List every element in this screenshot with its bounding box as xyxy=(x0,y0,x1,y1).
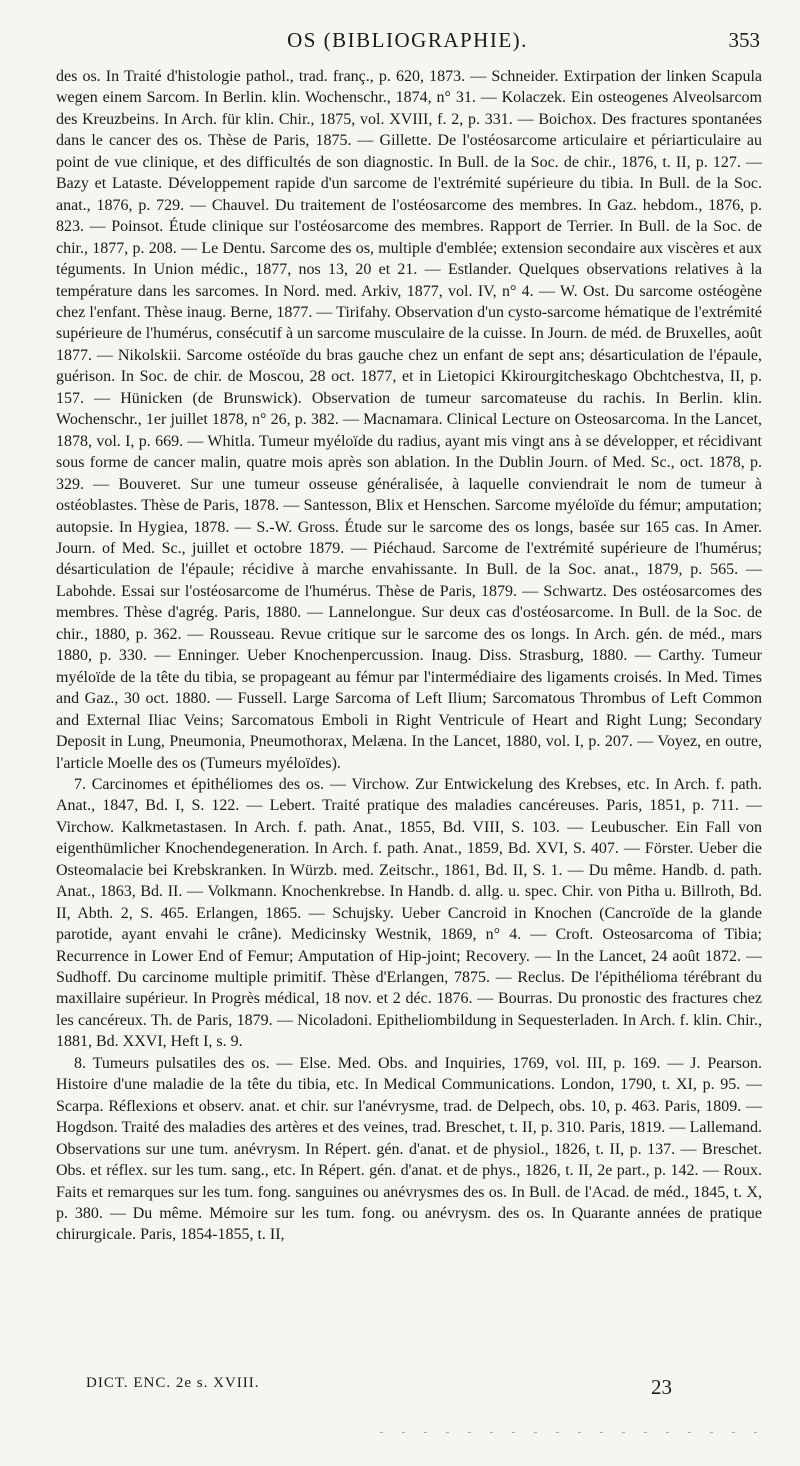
running-title: OS (BIBLIOGRAPHIE). xyxy=(287,28,528,52)
page-number: 353 xyxy=(728,28,760,52)
page-footer xyxy=(86,1375,720,1403)
bottom-faint-rule xyxy=(380,1432,760,1433)
continuation-paragraph: des os. In Traité d'histologie pathol., trad. franç., p. 620, 1873. — Schneider. Extirpation der linken Scapula wegen einem Sarcom. In Berlin. klin. Wochenschr., 1874, n° 31. — Kolaczek. Ein osteogenes Alveolsarcom des Kreuzbeins. In Arch. für klin. Chir., 1875, vol. XVIII, f. 2, p. 331. — Boichox. Des fractures spontanées dans le cancer des os. Thèse de Paris, 1875. — Gillette. De l'ostéosarcome articulaire et périarticulaire au point de vue clinique, et des difficultés de son diagnostic. In Bull. de la Soc. de chir., 1876, t. II, p. 127. — Bazy et Lataste. Développement rapide d'un sarcome de l'extrémité supérieure du tibia. In Bull. de la Soc. anat., 1876, p. 729. — Chauvel. Du traitement de l'ostéosarcome des membres. In Gaz. hebdom., 1876, p. 823. — Poinsot. Étude clinique sur l'ostéosarcome des membres. Rapport de Terrier. In Bull. de la Soc. de chir., 1877, p. 208. — Le Dentu. Sarcome des os, multiple d'emblée; extension secondaire aux viscères et aux téguments. In Union médic., 1877, nos 13, 20 et 21. — Estlander. Quelques observations relatives à la température dans les sarcomes. In Nord. med. Arkiv, 1877, vol. IV, n° 4. — W. Ost. Du sarcome ostéogène chez l'enfant. Thèse inaug. Berne, 1877. — Tirifahy. Observation d'un cysto-sarcome hématique de l'extrémité supérieure de l'humérus, consécutif à un sarcome musculaire de la cuisse. In Journ. de méd. de Bruxelles, août 1877. — Nikolskii. Sarcome ostéoïde du bras gauche chez un enfant de sept ans; désarticulation de l'épaule, guérison. In Soc. de chir. de Moscou, 28 oct. 1877, et in Lietopici Kkirourgitcheskago Obchtchestva, II, p. 157. — Hünicken (de Brunswick). Observation de tumeur sarcomateuse du rachis. In Berlin. klin. Wochenschr., 1er juillet 1878, n° 26, p. 382. — Macnamara. Clinical Lecture on Osteosarcoma. In the Lancet, 1878, vol. I, p. 669. — Whitla. Tumeur myéloïde du radius, ayant mis vingt ans à se développer, et récidivant sous forme de cancer malin, quatre mois après son ablation. In the Dublin Journ. of Med. Sc., oct. 1878, p. 329. — Bouveret. Sur une tumeur osseuse généralisée, à laquelle conviendrait le nom de tumeur à ostéoblastes. Thèse de Paris, 1878. — Santesson, Blix et Henschen. Sarcome myéloïde du fémur; amputation; autopsie. In Hygiea, 1878. — S.-W. Gross. Étude sur le sarcome des os longs, basée sur 165 cas. In Amer. Journ. of Med. Sc., juillet et octobre 1879. — Piéchaud. Sarcome de l'extrémité supérieure de l'humérus; désarticulation de l'épaule; récidive à marche envahissante. In Bull. de la Soc. anat., 1879, p. 565. — Labohde. Essai sur l'ostéosarcome de l'humérus. Thèse de Paris, 1879. — Schwartz. Des ostéosarcomes des membres. Thèse d'agrég. Paris, 1880. — Lannelongue. Sur deux cas d'ostéosarcome. In Bull. de la Soc. de chir., 1880, p. 362. — Rousseau. Revue critique sur le sarcome des os longs. In Arch. gén. de méd., mars 1880, p. 330. — Enninger. Ueber Knochenpercussion. Inaug. Diss. Strasburg, 1880. — Carthy. Tumeur myéloïde de la tête du tibia, se propageant au fémur par l'intermédiaire des ligaments croisés. In Med. Times and Gaz., 30 oct. 1880. — Fussell. Large Sarcoma of Left Ilium; Sarcomatous Thrombus of Left Common and External Iliac Veins; Sarcomatous Emboli in Right Ventricule of Heart and Right Lung; Secondary Deposit in Lung, Pneumonia, Pneumothorax, Melæna. In the Lancet, 1880, vol. I, p. 207. — Voyez, en outre, l'article Moelle des os (Tumeurs myéloïdes). xyxy=(56,68,762,772)
signature-number: 23 xyxy=(651,1375,672,1399)
printer-signature: DICT. ENC. 2e s. XVIII. xyxy=(86,1375,260,1391)
page-header xyxy=(55,28,760,54)
bibliography-text xyxy=(56,66,762,1246)
section-7-carcinomes: 7. Carcinomes et épithéliomes des os. — Virchow. Zur Entwickelung des Krebses, etc. In Arch. f. path. Anat., 1847, Bd. I, S. 122. — Lebert. Traité pratique des maladies cancéreuses. Paris, 1851, p. 711. — Virchow. Kalkmetastasen. In Arch. f. path. Anat., 1855, Bd. VIII, S. 103. — Leubuscher. Ein Fall von eigenthümlicher Knochendegeneration. In Arch. f. path. Anat., 1859, Bd. XVI, S. 407. — Förster. Ueber die Osteomalacie bei Krebskranken. In Würzb. med. Zeitschr., 1861, Bd. II, S. 1. — Du même. Handb. d. path. Anat., 1863, Bd. II. — Volkmann. Knochenkrebse. In Handb. d. allg. u. spec. Chir. von Pitha u. Billroth, Bd. II, Abth. 2, S. 465. Erlangen, 1865. — Schujsky. Ueber Cancroid in Knochen (Cancroïde de la glande parotide, ayant envahi le crâne). Medicinsky Westnik, 1869, n° 4. — Croft. Osteosarcoma of Tibia; Recurrence in Lower End of Femur; Amputation of Hip-joint; Recovery. — In the Lancet, 24 août 1872. — Sudhoff. Du carcinome multiple primitif. Thèse d'Erlangen, 7875. — Reclus. De l'épithélioma térébrant du maxillaire supérieur. In Progrès médical, 18 nov. et 2 déc. 1876. — Bourras. Du pronostic des fractures chez les cancéreux. Th. de Paris, 1879. — Nicoladoni. Epitheliombildung in Sequesterladen. In Arch. f. klin. Chir., 1881, Bd. XXVI, Heft I, s. 9. xyxy=(56,775,762,1051)
section-8-tumeurs-pulsatiles: 8. Tumeurs pulsatiles des os. — Else. Med. Obs. and Inquiries, 1769, vol. III, p. 169. — J. Pearson. Histoire d'une maladie de la tête du tibia, etc. In Medical Communications. London, 1790, t. XI, p. 95. — Scarpa. Réflexions et observ. anat. et chir. sur l'anévrysme, trad. de Delpech, obs. 10, p. 463. Paris, 1809. — Hogdson. Traité des maladies des artères et des veines, trad. Breschet, t. II, p. 310. Paris, 1819. — Lallemand. Observations sur une tum. anévrysm. In Répert. gén. d'anat. et de physiol., 1826, t. II, p. 137. — Breschet. Obs. et réflex. sur les tum. sang., etc. In Répert. gén. d'anat. et de phys., 1826, t. II, 2e part., p. 142. — Roux. Faits et remarques sur les tum. fong. sanguines ou anévrysmes des os. In Bull. de l'Acad. de méd., 1845, t. X, p. 380. — Du même. Mémoire sur les tum. fong. ou anévrysm. des os. In Quarante années de pratique chirurgicale. Paris, 1854-1855, t. II, xyxy=(56,1054,762,1244)
